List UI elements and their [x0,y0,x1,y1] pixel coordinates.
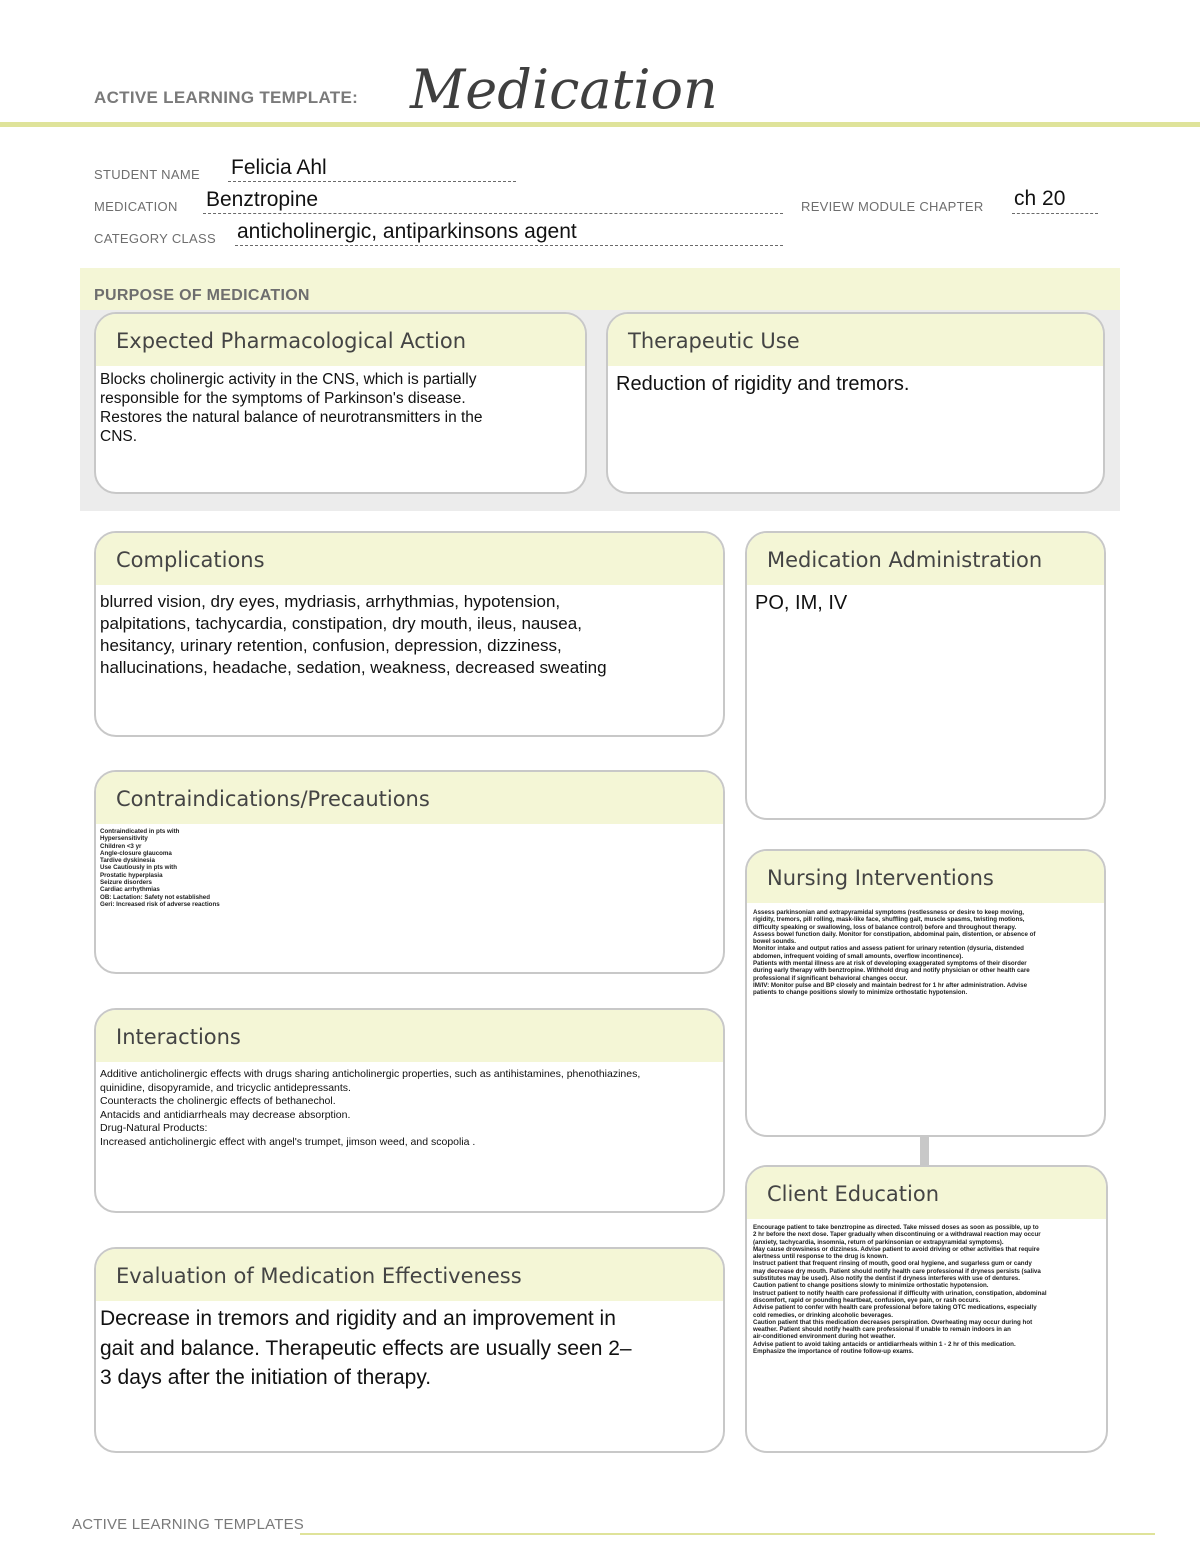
box-header [747,533,1104,585]
client-education-box[interactable] [745,1165,1108,1453]
complications-title: Complications [116,548,265,572]
client-education-title: Client Education [767,1182,940,1206]
therapeutic-use-title: Therapeutic Use [628,329,800,353]
expected-action-text[interactable]: Blocks cholinergic activity in the CNS, which is partially responsible for the symptoms of Parkinson's disease. Restores the natural balance of neurotransmitters in the CNS. [100,371,483,445]
box-header [96,772,723,824]
review-module-chapter-field[interactable]: ch 20 [1014,187,1066,210]
box-header [747,851,1104,903]
interactions-title: Interactions [116,1025,241,1049]
footer-label: ACTIVE LEARNING TEMPLATES [72,1516,304,1533]
medication-line [203,213,783,214]
medication-field[interactable]: Benztropine [206,188,319,211]
box-header [96,1249,723,1301]
contraindications-box[interactable] [94,770,725,974]
administration-title: Medication Administration [767,548,1043,572]
student-name-field[interactable]: Felicia Ahl [231,156,327,179]
footer-rule [300,1533,1155,1535]
nursing-interventions-title: Nursing Interventions [767,866,994,890]
client-education-text[interactable]: Encourage patient to take benztropine as directed. Take missed doses as soon as possible, up to 2 hr before the next dose. Taper gradually when discontinuing or a withdrawal reaction may occur (anxiety, tachycardia, insomnia, return of parkinsonian or extrapyramidal symptoms). May cause drowsiness or dizziness. Advise patient to avoid driving or other activities that require alertness until response to the drug is known. Instruct patient that frequent rinsing of mouth, good oral hygiene, and sugarless gum or candy may decrease dry mouth. Patient should notify health care professional if dryness persists (saliva substitutes may be used). Also notify the dentist if dryness interferes with use of dentures. Caution patient to change positions slowly to minimize orthostatic hypotension. Instruct patient to notify health care professional if difficulty with urination, constipation, abdominal discomfort, rapid or pounding heartbeat, confusion, eye pain, or rash occurs. Advise patient to confer with health care professional before taking OTC medications, especially cold remedies, or drinking alcoholic beverages. Caution patient that this medication decreases perspiration. Overheating may occur during hot weather. Patient should notify health care professional if unable to remain indoors in an air-conditioned environment during hot weather. Advise patient to avoid taking antacids or antidiarrheals within 1 - 2 hr of this medication. Emphasize the importance of routine follow-up exams. [753,1224,1047,1356]
student-name-label: STUDENT NAME [94,167,200,182]
category-class-line [235,245,783,246]
box-header [96,314,585,366]
review-module-chapter-line [1012,213,1098,214]
evaluation-title: Evaluation of Medication Effectiveness [116,1264,522,1288]
therapeutic-use-text[interactable]: Reduction of rigidity and tremors. [616,373,910,395]
nursing-interventions-text[interactable]: Assess parkinsonian and extrapyramidal symptoms (restlessness or desire to keep moving, rigidity, tremors, pill rolling, mask-like face, shuffling gait, muscle spasms, twisting motions, difficulty speaking or swallowing, loss of balance control) before and throughout therapy. Assess bowel function daily. Monitor for constipation, abdominal pain, distention, or absence of bowel sounds. Monitor intake and output ratios and assess patient for urinary retention (dysuria, distended abdomen, infrequent voiding of small amounts, overflow incontinence). Patients with mental illness are at risk of developing exaggerated symptoms of their disorder during early therapy with benztropine. Withhold drug and notify physician or other health care professional if significant behavioral changes occur. IM/IV: Monitor pulse and BP closely and maintain bedrest for 1 hr after administration. Advise patients to change positions slowly to minimize orthostatic hypotension. [753,909,1036,997]
expected-action-title: Expected Pharmacological Action [116,329,467,353]
page-title: Medication [410,58,718,121]
box-header [747,1167,1106,1219]
evaluation-text[interactable]: Decrease in tremors and rigidity and an improvement in gait and balance. Therapeutic effects are usually seen 2– 3 days after the initiation of therapy. [100,1307,632,1389]
interactions-box[interactable] [94,1008,725,1213]
evaluation-box[interactable] [94,1247,725,1453]
category-class-label: CATEGORY CLASS [94,231,216,246]
header-rule [0,122,1200,127]
administration-text[interactable]: PO, IM, IV [755,592,848,614]
therapeutic-use-box[interactable] [606,312,1105,494]
purpose-label: PURPOSE OF MEDICATION [94,287,310,304]
student-name-line [228,181,516,182]
box-header [96,533,723,585]
review-module-chapter-label: REVIEW MODULE CHAPTER [801,199,984,214]
administration-box[interactable] [745,531,1106,820]
contraindications-text[interactable]: Contraindicated in pts with Hypersensitivity Children <3 yr Angle-closure glaucoma Tardive dyskinesia Use Cautiously in pts with Prostatic hyperplasia Seizure disorders Cardiac arrhythmias OB: Lactation: Safety not established Geri: Increased risk of adverse reactions [100,828,220,908]
box-header [96,1010,723,1062]
complications-box[interactable] [94,531,725,737]
complications-text[interactable]: blurred vision, dry eyes, mydriasis, arrhythmias, hypotension, palpitations, tachycardia, constipation, dry mouth, ileus, nausea, hesitancy, urinary retention, confusion, depression, dizziness, hallucinations, headache, sedation, weakness, decreased sweating [100,592,607,677]
box-connector [920,1135,929,1167]
expected-action-box[interactable] [94,312,587,494]
medication-label: MEDICATION [94,199,178,214]
contraindications-title: Contraindications/Precautions [116,787,430,811]
template-label: ACTIVE LEARNING TEMPLATE: [94,88,359,107]
category-class-field[interactable]: anticholinergic, antiparkinsons agent [237,220,577,243]
interactions-text[interactable]: Additive anticholinergic effects with drugs sharing anticholinergic properties, such as antihistamines, phenothiazines, quinidine, disopyramide, and tricyclic antidepressants. Counteracts the cholinergic effects of bethanechol. Antacids and antidiarrheals may decrease absorption. Drug-Natural Products: Increased anticholinergic effect with angel's trumpet, jimson weed, and scopolia . [100,1068,641,1148]
nursing-interventions-box[interactable] [745,849,1106,1137]
box-header [608,314,1103,366]
